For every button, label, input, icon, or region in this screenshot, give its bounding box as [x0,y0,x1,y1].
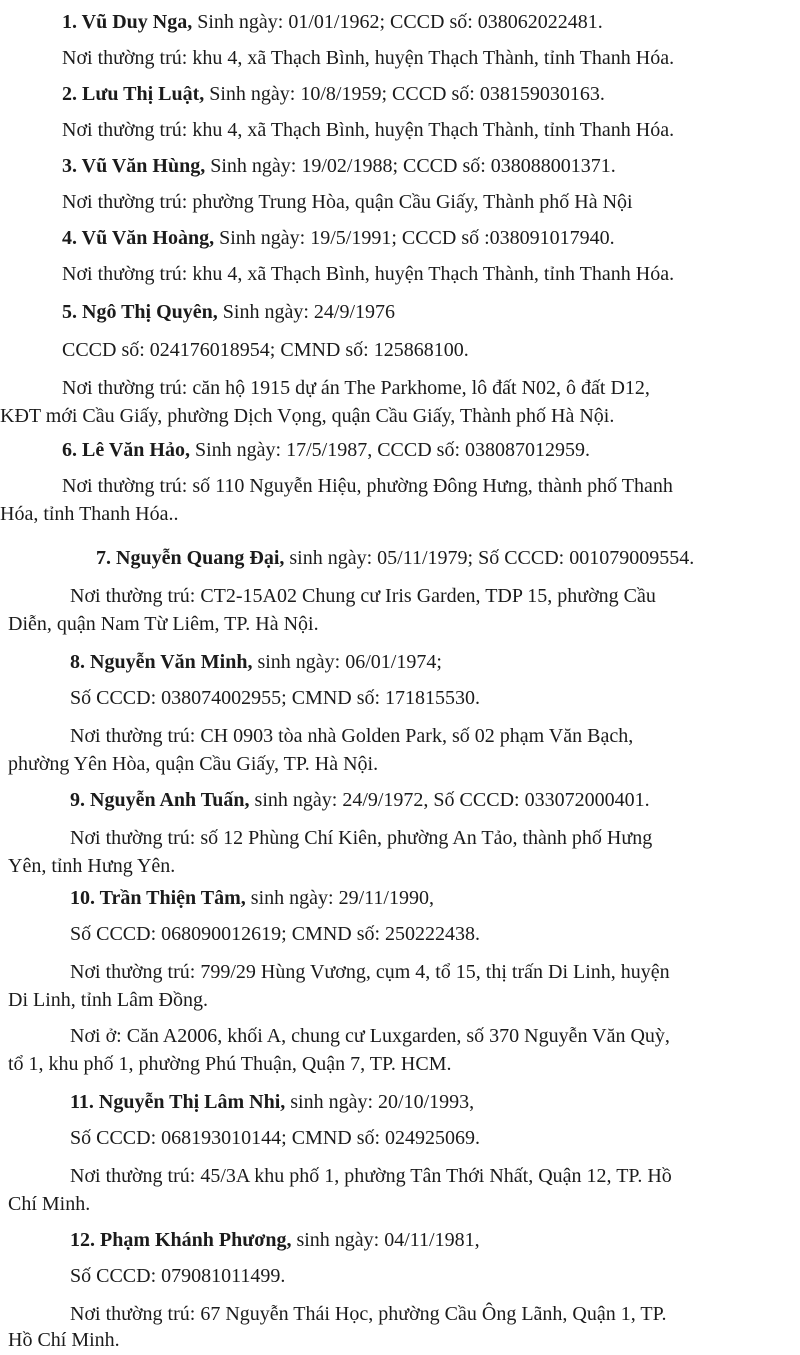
entry-10-header [70,884,770,912]
entry-number: 2. [62,83,77,105]
entry-number: 9. [70,789,85,811]
entry-11-line: Chí Minh. [8,1193,91,1215]
entry-11-line: Số CCCD: 068193010144; CMND số: 024925069. [70,1127,481,1149]
entry-details: sinh ngày: 29/11/1990, [245,887,434,909]
entry-5-line: KĐT mới Cầu Giấy, phường Dịch Vọng, quận Cầu Giấy, Thành phố Hà Nội. [0,405,615,427]
entry-8-line: Số CCCD: 038074002955; CMND số: 171815530. [70,687,481,709]
person-name: Vũ Văn Hùng, [81,155,206,177]
entry-12-header [70,1226,770,1254]
entry-number: 12. [70,1229,95,1251]
entry-10-line: Số CCCD: 068090012619; CMND số: 250222438. [70,923,481,945]
entry-3-line: Nơi thường trú: phường Trung Hòa, quận Cầu Giấy, Thành phố Hà Nội [62,191,633,213]
entry-details: sinh ngày: 04/11/1981, [291,1229,480,1251]
entry-details: Sinh ngày: 19/02/1988; CCCD số: 038088001371. [205,155,616,177]
entry-5-line: CCCD số: 024176018954; CMND số: 125868100. [62,339,469,361]
person-name: Lưu Thị Luật, [82,83,205,105]
entry-number: 1. [62,11,77,33]
entry-12-line: Hồ Chí Minh. [8,1329,120,1351]
entry-9-header [70,786,770,814]
entry-1-header [62,8,770,36]
entry-2-line: Nơi thường trú: khu 4, xã Thạch Bình, huyện Thạch Thành, tỉnh Thanh Hóa. [62,119,675,141]
entry-number: 3. [62,155,77,177]
person-name: Trần Thiện Tâm, [99,887,246,909]
entry-10-line: tổ 1, khu phố 1, phường Phú Thuận, Quận 7, TP. HCM. [8,1053,452,1075]
entry-5-header [62,298,770,326]
entry-number: 4. [62,227,77,249]
entry-4-line: Nơi thường trú: khu 4, xã Thạch Bình, huyện Thạch Thành, tỉnh Thanh Hóa. [62,263,675,285]
entry-4-header [62,224,770,252]
entry-1-line: Nơi thường trú: khu 4, xã Thạch Bình, huyện Thạch Thành, tỉnh Thanh Hóa. [62,47,675,69]
entry-10-line: Nơi thường trú: 799/29 Hùng Vương, cụm 4, tổ 15, thị trấn Di Linh, huyện [70,961,670,983]
entry-9-line: Nơi thường trú: số 12 Phùng Chí Kiên, phường An Tảo, thành phố Hưng [70,827,653,849]
entry-details: sinh ngày: 05/11/1979; Số CCCD: 001079009554. [284,547,695,569]
entry-9-line: Yên, tỉnh Hưng Yên. [8,855,176,877]
entry-number: 7. [96,547,111,569]
entry-12-line: Số CCCD: 079081011499. [70,1265,286,1287]
person-name: Nguyễn Văn Minh, [90,651,253,673]
entry-7-line: Diễn, quận Nam Từ Liêm, TP. Hà Nội. [8,613,319,635]
entry-number: 6. [62,439,77,461]
entry-8-line: phường Yên Hòa, quận Cầu Giấy, TP. Hà Nội. [8,753,379,775]
entry-12-line: Nơi thường trú: 67 Nguyễn Thái Học, phường Cầu Ông Lãnh, Quận 1, TP. [70,1303,667,1325]
entry-details: Sinh ngày: 19/5/1991; CCCD số :038091017940. [214,227,615,249]
entry-7-line: Nơi thường trú: CT2-15A02 Chung cư Iris Garden, TDP 15, phường Cầu [70,585,656,607]
entry-2-header [62,80,770,108]
entry-6-line: Nơi thường trú: số 110 Nguyễn Hiệu, phường Đông Hưng, thành phố Thanh [62,475,673,497]
entry-10-line: Nơi ở: Căn A2006, khối A, chung cư Luxgarden, số 370 Nguyễn Văn Quỳ, [70,1025,670,1047]
entry-10-line: Di Linh, tỉnh Lâm Đồng. [8,989,208,1011]
entry-6-line: Hóa, tỉnh Thanh Hóa.. [0,503,179,525]
entry-number: 11. [70,1091,94,1113]
entry-3-header [62,152,770,180]
entry-5-line: Nơi thường trú: căn hộ 1915 dự án The Parkhome, lô đất N02, ô đất D12, [62,377,650,399]
entry-6-header [62,436,770,464]
entry-details: Sinh ngày: 17/5/1987, CCCD số: 038087012959. [189,439,591,461]
person-name: Nguyễn Thị Lâm Nhi, [98,1091,286,1113]
entry-details: sinh ngày: 20/10/1993, [285,1091,475,1113]
entry-11-line: Nơi thường trú: 45/3A khu phố 1, phường Tân Thới Nhất, Quận 12, TP. Hồ [70,1165,672,1187]
person-name: Ngô Thị Quyên, [82,301,218,323]
entry-11-header [70,1088,770,1116]
entry-7-header [96,544,770,572]
entry-number: 10. [70,887,95,909]
entry-details: Sinh ngày: 24/9/1976 [217,301,396,323]
person-name: Lê Văn Hảo, [82,439,190,461]
person-name: Vũ Duy Nga, [81,11,193,33]
entry-8-header [70,648,770,676]
person-name: Phạm Khánh Phương, [100,1229,292,1251]
person-name: Nguyễn Anh Tuấn, [90,789,250,811]
entry-details: Sinh ngày: 10/8/1959; CCCD số: 038159030163. [204,83,605,105]
person-name: Nguyễn Quang Đại, [116,547,285,569]
entry-details: sinh ngày: 06/01/1974; [252,651,442,673]
entry-number: 5. [62,301,77,323]
entry-8-line: Nơi thường trú: CH 0903 tòa nhà Golden Park, số 02 phạm Văn Bạch, [70,725,634,747]
entry-number: 8. [70,651,85,673]
entry-details: Sinh ngày: 01/01/1962; CCCD số: 038062022481. [192,11,603,33]
person-name: Vũ Văn Hoàng, [81,227,215,249]
entry-details: sinh ngày: 24/9/1972, Số CCCD: 033072000401. [249,789,650,811]
